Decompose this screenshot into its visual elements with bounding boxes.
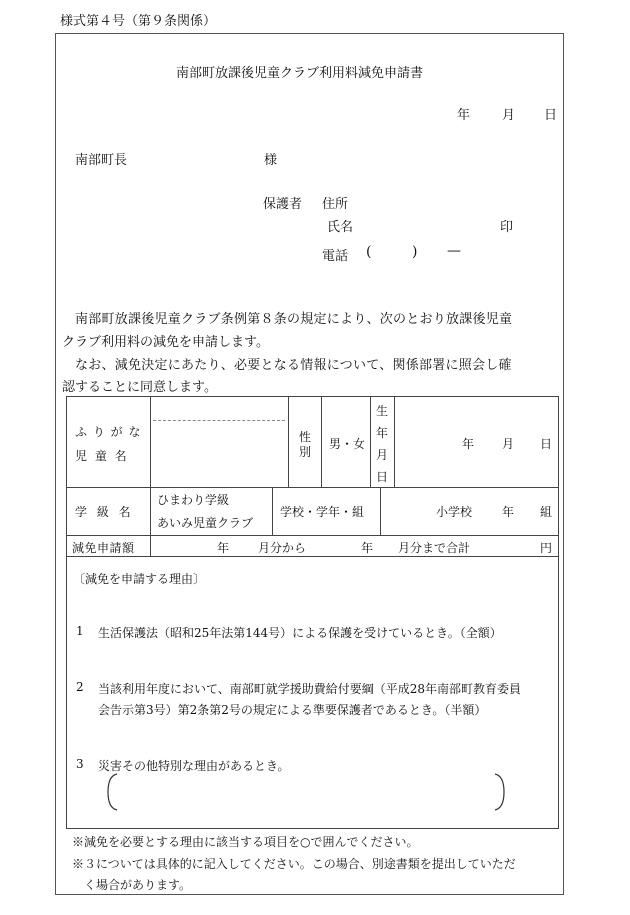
row2-col-divider-1	[150, 487, 151, 535]
guardian-label: 保護者	[263, 197, 303, 212]
table-left-border	[66, 396, 67, 829]
birth-label-3: 月	[376, 448, 389, 462]
row2-col-divider-2	[272, 487, 273, 535]
body-paragraph-2-line-1: なお、減免決定にあたり、必要となる情報について、関係部署に照会し確	[75, 358, 512, 373]
school-suffix: 小学校	[436, 505, 473, 519]
to-year-label: 年	[361, 541, 374, 555]
class-label: 学 級 名	[75, 505, 134, 519]
phone-open-paren: (	[366, 244, 372, 260]
to-month-total-label: 月分まで合計	[398, 541, 471, 555]
reason-3-detail-field[interactable]	[105, 772, 507, 812]
row1-col-divider-4	[370, 396, 371, 487]
row1-col-divider-5	[394, 396, 395, 487]
reason-2-number[interactable]: 2	[76, 680, 84, 694]
table-bottom-border	[66, 828, 559, 829]
table-top-border	[66, 396, 559, 397]
birth-label-1: 生	[376, 404, 389, 418]
birth-label-2: 年	[376, 426, 389, 440]
addressee-honorific: 様	[264, 153, 278, 168]
form-title: 南部町放課後児童クラブ利用料減免申請書	[176, 66, 424, 81]
date-day-label: 日	[544, 108, 558, 123]
grade-suffix: 年	[502, 505, 515, 519]
birth-day-label: 日	[540, 437, 553, 451]
note-1: ※減免を必要とする理由に該当する項目を○で囲んでください。	[72, 835, 419, 849]
bracket-icon	[105, 772, 507, 812]
row1-col-divider-2	[288, 396, 289, 487]
form-number: 様式第４号（第９条関係）	[60, 14, 217, 29]
seal-mark: 印	[500, 220, 514, 235]
body-paragraph-1-line-2: クラブ利用料の減免を申請します。	[62, 335, 269, 350]
school-grade-class-label: 学校・学年・組	[280, 505, 365, 519]
phone-close-paren: )	[412, 244, 418, 260]
row-divider-1	[66, 487, 559, 488]
body-paragraph-1-line-1: 南部町放課後児童クラブ条例第８条の規定により、次のとおり放課後児童	[75, 312, 513, 327]
group-suffix: 組	[540, 505, 553, 519]
gender-label-1: 性	[299, 430, 312, 444]
date-year-label: 年	[457, 108, 471, 123]
reason-3-text: 災害その他特別な理由があるとき。	[98, 759, 290, 773]
reason-1-text: 生活保護法（昭和25年法第144号）による保護を受けているとき。（全額）	[98, 626, 502, 640]
from-month-label: 月分から	[258, 541, 307, 555]
reason-1-number[interactable]: 1	[76, 624, 84, 638]
child-name-field[interactable]	[150, 420, 288, 486]
row-divider-3	[66, 556, 559, 557]
reason-3-number[interactable]: 3	[76, 757, 84, 771]
exemption-amount-label: 減免申請額	[72, 541, 135, 555]
note-2-line-1: ※３については具体的に記入してください。この場合、別途書類を提出していただ	[72, 857, 516, 871]
furigana-label: ふ り が な	[75, 425, 142, 439]
body-paragraph-2-line-2: 認することに同意します。	[62, 380, 217, 395]
gender-options[interactable]: 男・女	[329, 437, 366, 451]
class-option-aimi[interactable]: あいみ児童クラブ	[157, 516, 254, 530]
row2-col-divider-3	[380, 487, 381, 535]
row3-col-divider	[150, 535, 151, 556]
reasons-heading: 〔減免を申請する理由〕	[73, 572, 206, 586]
birth-label-4: 日	[376, 470, 389, 484]
from-year-label: 年	[217, 541, 230, 555]
addressee-name: 南部町長	[75, 153, 128, 168]
birth-year-label: 年	[462, 437, 475, 451]
row1-col-divider-3	[321, 396, 322, 487]
currency-label: 円	[540, 541, 553, 555]
address-label: 住所	[322, 197, 349, 212]
row-divider-2	[66, 535, 559, 536]
note-2-line-2: く場合があります。	[84, 878, 192, 892]
table-right-border	[558, 396, 559, 829]
date-month-label: 月	[502, 108, 516, 123]
reason-2-text-line-2: 会告示第3号）第2条第2号の規定による準要保護者であるとき。（半額）	[98, 703, 487, 717]
class-option-himawari[interactable]: ひまわり学級	[157, 493, 230, 507]
name-label: 氏名	[327, 220, 354, 235]
phone-label: 電話	[322, 249, 349, 264]
reason-2-text-line-1: 当該利用年度において、南部町就学援助費給付要綱（平成28年南部町教育委員	[98, 682, 522, 696]
child-name-label: 児 童 名	[75, 449, 129, 463]
birth-month-label: 月	[502, 437, 515, 451]
gender-label-2: 別	[299, 445, 312, 459]
phone-dash: —	[447, 243, 461, 259]
